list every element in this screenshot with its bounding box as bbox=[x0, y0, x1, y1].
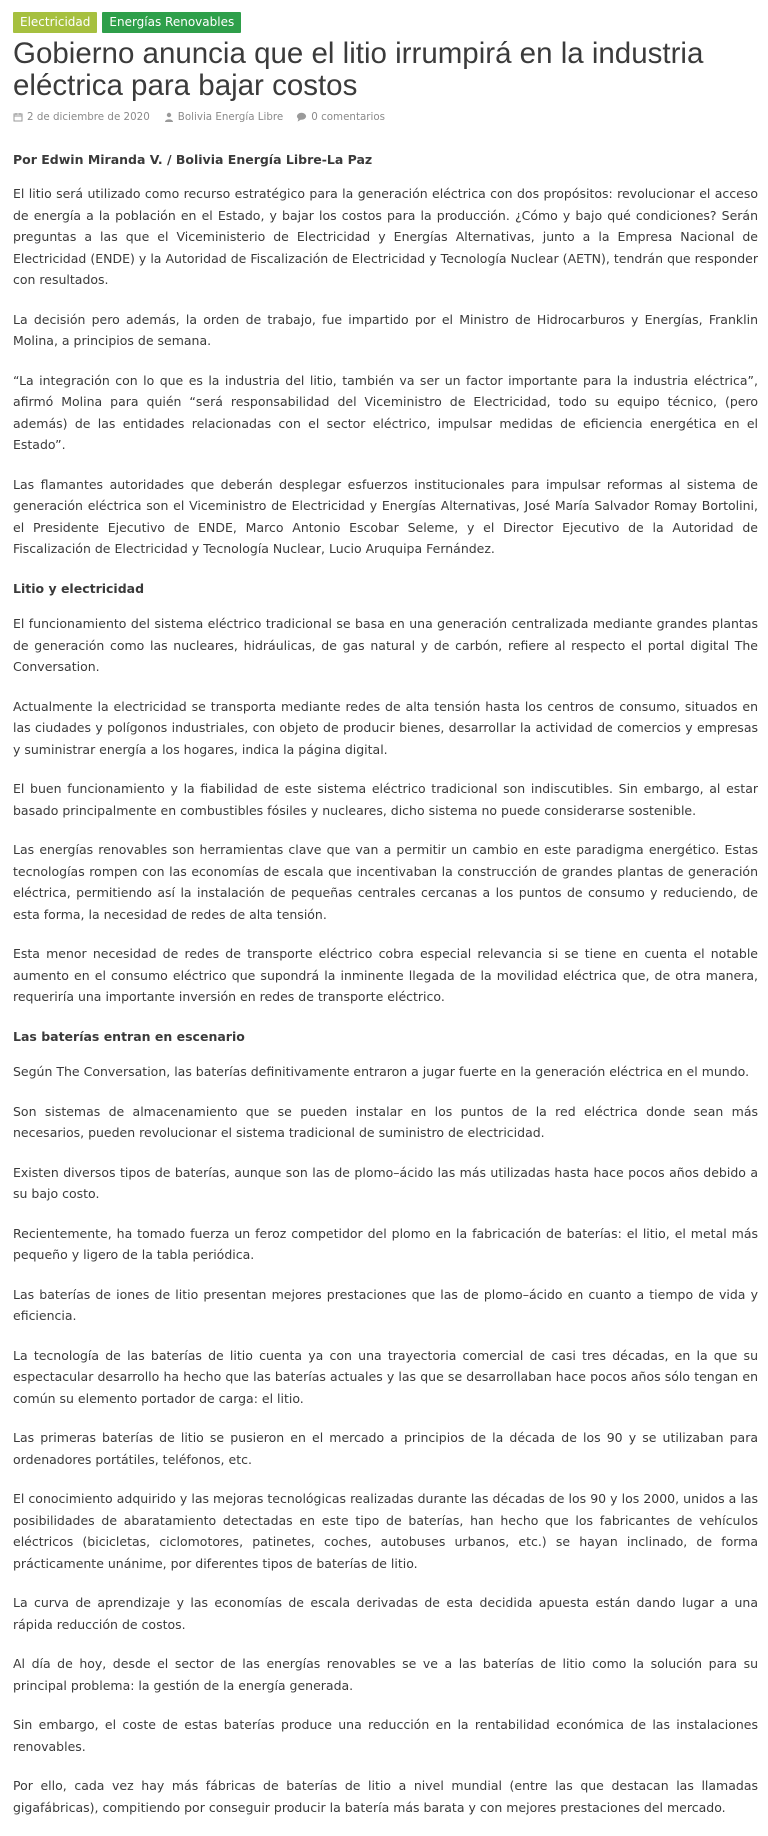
article-paragraph: La curva de aprendizaje y las economías de escala derivadas de esta decidida apuesta están dando lugar a una rápida reducción de costos. bbox=[13, 1595, 758, 1632]
meta-author[interactable] bbox=[164, 111, 284, 123]
meta-comments-link[interactable]: 0 comentarios bbox=[311, 111, 386, 123]
meta-comments[interactable] bbox=[296, 111, 385, 123]
article-paragraph: “La integración con lo que es la industria del litio, también va ser un factor importante para la industria eléctrica”, afirmó Molina para quién “será responsabilidad del Viceministro de Electricidad, todo su equipo técnico, (pero además) de las entidades relacionadas con el sector eléctrico, impulsar medidas de eficiencia energética en el Estado”. bbox=[13, 372, 758, 452]
article-paragraph: Al día de hoy, desde el sector de las energías renovables se ve a las baterías de litio como la solución para su principal problema: la gestión de la energía generada. bbox=[13, 1656, 758, 1693]
user-icon bbox=[164, 112, 174, 122]
calendar-icon bbox=[13, 112, 23, 122]
article-paragraph: Recientemente, ha tomado fuerza un feroz competidor del plomo en la fabricación de baterías: el litio, el metal más pequeño y ligero de la tabla periódica. bbox=[13, 1225, 758, 1262]
article-paragraph: Las primeras baterías de litio se pusieron en el mercado a principios de la década de los 90 y se utilizaban para ordenadores portátiles, teléfonos, etc. bbox=[13, 1430, 758, 1467]
article-paragraph: Las energías renovables son herramientas clave que van a permitir un cambio en este paradigma energético. Estas tecnologías rompen con las economías de escala que incentivaban la construcción de grandes plantas de generación eléctrica, permitiendo así la instalación de pequeñas centrales cercanas a los puntos de consumo y reduciendo, de esta forma, la necesidad de redes de alta tensión. bbox=[13, 842, 758, 922]
meta-date[interactable] bbox=[13, 111, 150, 123]
meta-date-link[interactable]: 2 de diciembre de 2020 bbox=[27, 111, 150, 123]
article-paragraph: El funcionamiento del sistema eléctrico tradicional se basa en una generación centralizada mediante grandes plantas de generación como las nucleares, hidráulicas, de gas natural y de carbón, refiere al respecto el portal digital The Conversation. bbox=[13, 616, 758, 674]
article-paragraph: Según The Conversation, las baterías definitivamente entraron a jugar fuerte en la generación eléctrica en el mundo. bbox=[13, 1064, 750, 1079]
article-byline: Por Edwin Miranda V. / Bolivia Energía Libre-La Paz bbox=[13, 152, 373, 167]
article-paragraph: Actualmente la electricidad se transporta mediante redes de alta tensión hasta los centros de consumo, situados en las ciudades y polígonos industriales, con objeto de producir bienes, desarrollar la actividad de comercios y empresas y suministrar energía a los hogares, indica la página digital. bbox=[13, 698, 758, 757]
article-paragraph: El buen funcionamiento y la fiabilidad de este sistema eléctrico tradicional son indiscutibles. Sin embargo, al estar basado principalmente en combustibles fósiles y nucleares, dicho sistema no puede considerarse sostenible. bbox=[13, 781, 758, 818]
article-paragraph: Son sistemas de almacenamiento que se pueden instalar en los puntos de la red eléctrica donde sean más necesarios, pueden revolucionar el sistema tradicional de suministro de electricidad. bbox=[13, 1103, 758, 1140]
article-paragraph: Las baterías de iones de litio presentan mejores prestaciones que las de plomo–ácido en cuanto a tiempo de vida y eficiencia. bbox=[13, 1286, 758, 1323]
article-body bbox=[13, 183, 758, 1836]
meta-author-link[interactable]: Bolivia Energía Libre bbox=[177, 111, 284, 123]
article-paragraph: Esta menor necesidad de redes de transporte eléctrico cobra especial relevancia si se tiene en cuenta el notable aumento en el consumo eléctrico que supondrá la inminente llegada de la movilidad eléctrica que, de otra manera, requeriría una importante inversión en redes de transporte eléctrico. bbox=[13, 946, 758, 1004]
section-heading: Litio y electricidad bbox=[13, 580, 145, 596]
article-paragraph: Sin embargo, el coste de estas baterías produce una reducción en la rentabilidad económica de las instalaciones renovables. bbox=[13, 1717, 758, 1754]
article-paragraph: Por ello, cada vez hay más fábricas de baterías de litio a nivel mundial (entre las que destacan las llamadas gigafábricas), compitiendo por conseguir producir la batería más barata y con mejores prestaciones del mercado. bbox=[13, 1778, 758, 1815]
section-heading: Las baterías entran en escenario bbox=[13, 1028, 245, 1044]
article-paragraph: Existen diversos tipos de baterías, aunque son las de plomo–ácido las más utilizadas hasta hace pocos años debido a su bajo costo. bbox=[13, 1164, 758, 1201]
comment-icon bbox=[296, 112, 307, 122]
article-paragraph: La tecnología de las baterías de litio cuenta ya con una trayectoria comercial de casi tres décadas, en la que su espectacular desarrollo ha hecho que las baterías actuales y las que se desarrollaban hace pocos años sólo tengan en común su elemento portador de carga: el litio. bbox=[13, 1347, 758, 1406]
article-title: Gobierno anuncia que el litio irrumpirá en la industria eléctrica para bajar costos bbox=[13, 37, 704, 102]
article-meta bbox=[13, 111, 385, 123]
article-paragraph: El conocimiento adquirido y las mejoras tecnológicas realizadas durante las décadas de los 90 y los 2000, unidos a las posibilidades de abaratamiento detectadas en este tipo de baterías, han hecho que los fabricantes de vehículos eléctricos (bicicletas, ciclomotores, patinetes, coches, autobuses urbanos, etc.) se hayan inclinado, de forma prácticamente unánime, por diferentes tipos de baterías de litio. bbox=[13, 1491, 758, 1571]
article-paragraph: El litio será utilizado como recurso estratégico para la generación eléctrica con dos propósitos: revolucionar el acceso de energía a la población en el Estado, y bajar los costos para la producción. ¿Cómo y bajo qué condiciones? Serán preguntas a las que el Viceministerio de Electricidad y Energías Alternativas, junto a la Empresa Nacional de Electricidad (ENDE) y la Autoridad de Fiscalización de Electricidad y Tecnología Nuclear (AETN), tendrán que responder con resultados. bbox=[13, 186, 758, 287]
article-paragraph: La decisión pero además, la orden de trabajo, fue impartido por el Ministro de Hidrocarburos y Energías, Franklin Molina, a principios de semana. bbox=[13, 311, 758, 348]
category-tag-electricidad[interactable]: Electricidad bbox=[13, 12, 97, 33]
category-tags bbox=[13, 12, 241, 33]
category-tag-energias-renovables[interactable]: Energías Renovables bbox=[102, 12, 241, 33]
article-paragraph: Las flamantes autoridades que deberán desplegar esfuerzos institucionales para impulsar reformas al sistema de generación eléctrica son el Viceministro de Electricidad y Energías Alternativas, José María Salvador Romay Bortolini, el Presidente Ejecutivo de ENDE, Marco Antonio Escobar Seleme, y el Director Ejecutivo de la Autoridad de Fiscalización de Electricidad y Tecnología Nuclear, Lucio Aruquipa Fernández. bbox=[13, 476, 758, 556]
